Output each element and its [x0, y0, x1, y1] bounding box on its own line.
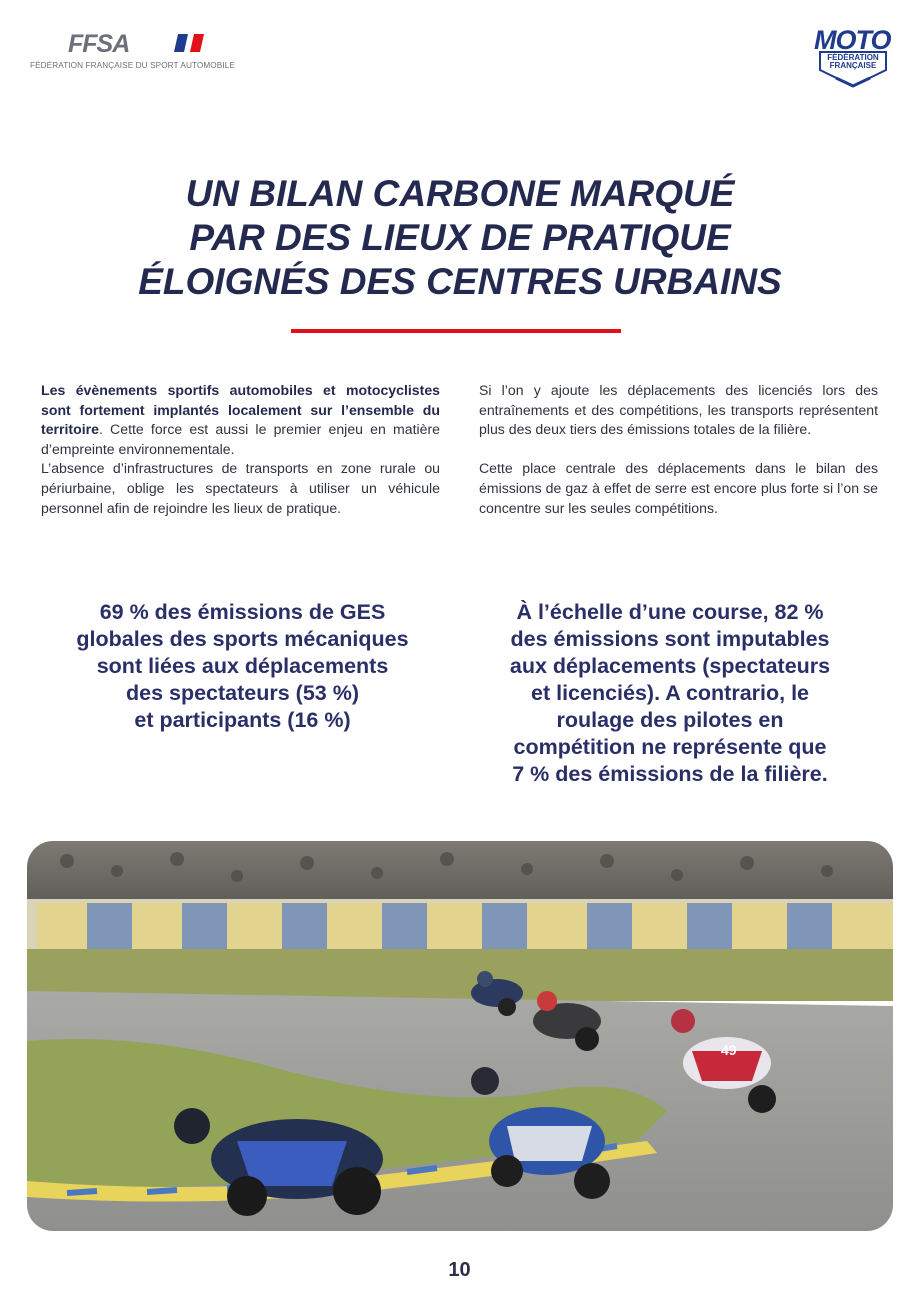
title-divider [291, 329, 621, 333]
highlight-line: À l’échelle d’une course, 82 % [516, 600, 824, 624]
page-number: 10 [448, 1259, 471, 1281]
highlight-right [470, 599, 870, 788]
highlight-line: 7 % des émissions de la filière. [512, 762, 828, 786]
right-text-column [479, 381, 878, 518]
barrier-blocks [37, 903, 893, 951]
highlight-line: et participants (16 %) [134, 708, 351, 732]
moto-logo [806, 22, 900, 88]
intro-rest: . Cette force est aussi le premier enjeu en matière d’empreinte environnementale. [41, 421, 440, 457]
highlight-line: des émissions sont imputables [510, 627, 830, 651]
moto-logo-text: MOTO [814, 25, 891, 55]
ffsa-logo [30, 30, 235, 74]
highlight-line: aux déplacements (spectateurs [509, 654, 831, 678]
title-line: UN BILAN CARBONE MARQUÉ [185, 173, 735, 214]
highlight-line: sont liées aux déplacements [96, 654, 389, 678]
grass-top [27, 949, 893, 1001]
page-title [40, 172, 880, 304]
highlight-line: roulage des pilotes en [556, 708, 784, 732]
ffsa-flag-icon [170, 34, 218, 52]
crowd [27, 841, 893, 903]
title-line: PAR DES LIEUX DE PRATIQUE [189, 217, 731, 258]
highlight-line: des spectateurs (53 %) [125, 681, 359, 705]
title-line: ÉLOIGNÉS DES CENTRES URBAINS [138, 261, 782, 302]
left-paragraph-1 [41, 381, 440, 459]
ffsa-subtitle: FÉDÉRATION FRANÇAISE DU SPORT AUTOMOBILE [30, 61, 235, 70]
moto-subtitle [820, 54, 886, 70]
highlight-line: compétition ne représente que [513, 735, 827, 759]
highlight-left [40, 599, 445, 734]
left-paragraph-2: L’absence d’infrastructures de transports en zone rurale ou périurbaine, oblige les spectateurs à utiliser un véhicule personnel afin de rejoindre les lieux de pratique. [41, 460, 440, 516]
right-paragraph-2: Cette place centrale des déplacements dans le bilan des émissions de gaz à effet de serre est encore plus forte si l’on se concentre sur les seules compétitions. [479, 460, 878, 516]
highlight-line: 69 % des émissions de GES [99, 600, 386, 624]
bold-intro: Les évènements sportifs automobiles et motocyclistes sont fortement implantés localement sur l’ensemble du territoire [41, 382, 440, 438]
highlight-line: globales des sports mécaniques [76, 627, 409, 651]
right-paragraph-1: Si l’on y ajoute les déplacements des licenciés lors des entraînements et des compétitions, les transports représentent plus des deux tiers des émissions totales de la filière. [479, 382, 878, 438]
highlight-line: et licenciés). A contrario, le [531, 681, 809, 705]
moto-subtitle-line2: FRANÇAISE [829, 61, 877, 70]
race-photo [27, 841, 893, 1231]
bike-number: 49 [721, 1042, 737, 1058]
ffsa-logo-text: FFSA [68, 30, 130, 58]
moto-subtitle-line1: FÉDÉRATION [827, 53, 879, 62]
left-text-column [41, 381, 440, 518]
race-illustration [27, 841, 893, 1231]
